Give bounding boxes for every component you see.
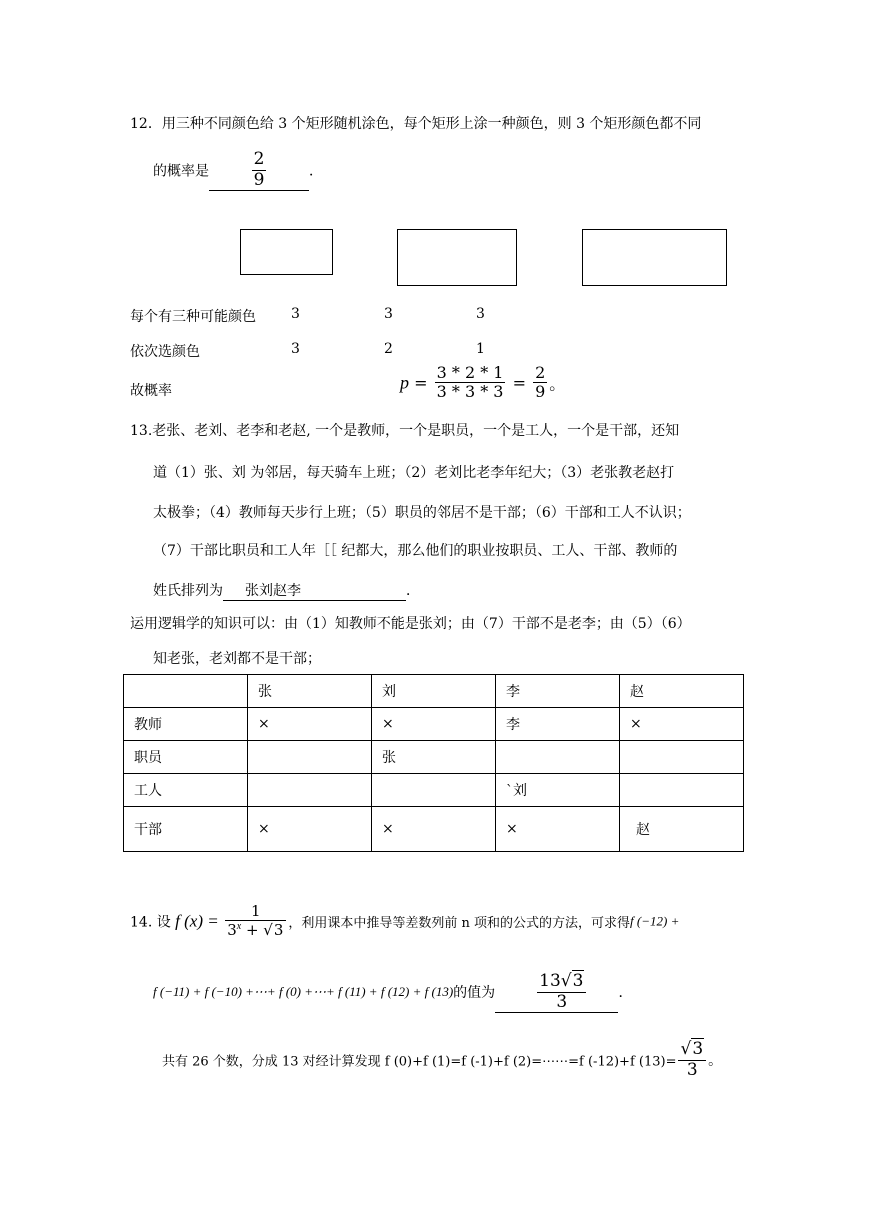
- q14-prefix: 14. 设: [130, 914, 171, 931]
- table-cell: 张: [248, 675, 372, 708]
- q12-row2-value: 1: [476, 341, 485, 357]
- q14-ans-coef: 13: [539, 971, 561, 991]
- table-cell: [248, 741, 372, 774]
- table-cell: ×: [372, 708, 496, 741]
- table-cell: 职员: [124, 741, 248, 774]
- q12-answer-fraction: [252, 150, 267, 190]
- sqrt-symbol: √3: [680, 1039, 704, 1059]
- q14-def-num: 1: [225, 903, 286, 921]
- q14-line2: [153, 972, 632, 1013]
- q14-def-root: 3: [273, 921, 284, 940]
- q12-row1-label: 每个有三种可能颜色: [130, 309, 256, 325]
- table-cell: [372, 774, 496, 807]
- q14-definition-fraction: [225, 903, 286, 940]
- q14-answer-num: [537, 972, 586, 993]
- table-cell: [248, 774, 372, 807]
- q12-p-den: 3 * 3 * 3: [436, 382, 504, 402]
- sqrt-symbol: √3: [560, 971, 584, 991]
- q12-p-res-den: 9: [535, 382, 546, 402]
- q13-solution-line1: 运用逻辑学的知识可以：由（1）知教师不能是张刘；由（7）干部不是老李；由（5）（6）: [130, 616, 691, 632]
- q12-answer-blank: [209, 150, 309, 191]
- table-cell: [124, 675, 248, 708]
- table-cell: ×: [620, 708, 744, 741]
- logic-table: [123, 674, 744, 852]
- table-cell: ×: [248, 807, 372, 852]
- q12-p-fraction: [435, 364, 506, 402]
- q12-p-eq2: =: [512, 373, 526, 393]
- q14-answer-blank: [495, 972, 618, 1013]
- q13-answer-blank: [223, 580, 406, 601]
- q14-solution: [162, 1040, 722, 1080]
- q12-row2-value: 2: [384, 341, 393, 357]
- table-cell: [496, 741, 620, 774]
- q12-row1-value: 3: [384, 306, 393, 322]
- q14-line1-tail: f (−12) +: [630, 913, 680, 929]
- q12-p-res-num: 2: [535, 363, 546, 382]
- table-cell: 教师: [124, 708, 248, 741]
- table-cell: 刘: [372, 675, 496, 708]
- q14-answer-den: 3: [556, 991, 568, 1012]
- table-cell: 赵: [620, 675, 744, 708]
- q14-solution-text: 共有 26 个数，分成 13 对经计算发现 f (0)+f (1)=f (-1)+f (2)=⋯⋯=f (-12)+f (13)=: [162, 1054, 677, 1070]
- table-cell: ×: [248, 708, 372, 741]
- table-row: [124, 708, 744, 741]
- q12-line2: [153, 150, 323, 191]
- table-cell: 张: [372, 741, 496, 774]
- q12-row3-label: 故概率: [130, 383, 172, 399]
- q14-sol-num: [678, 1040, 706, 1061]
- q14-sol-root: 3: [692, 1039, 704, 1059]
- q13-answer: 张刘赵李: [245, 583, 301, 599]
- q14-line2-mid: 的值为: [453, 985, 496, 1002]
- table-row: [124, 807, 744, 852]
- q13-line4: （7）干部比职员和工人年［［ 纪都大，那么他们的职业按职员、工人、干部、教师的: [153, 543, 678, 559]
- q12-p-eq: =: [414, 373, 428, 393]
- table-header-row: [124, 675, 744, 708]
- q12-line2-prefix: 的概率是: [153, 163, 209, 180]
- table-row: [124, 774, 744, 807]
- table-cell: `刘: [496, 774, 620, 807]
- q12-p-var: p: [400, 372, 409, 393]
- q12-row1-value: 3: [476, 306, 485, 322]
- q12-line2-suffix: ．: [309, 163, 323, 180]
- sqrt-symbol: √3: [263, 921, 284, 940]
- q14-def-base: 3: [227, 921, 237, 940]
- q14-answer-fraction: [537, 972, 586, 1012]
- q13-line5-prefix: 姓氏排列为: [153, 583, 223, 599]
- table-cell: [620, 774, 744, 807]
- q14-solution-end: 。: [708, 1053, 723, 1070]
- q14-fx: f (x) =: [175, 911, 219, 931]
- table-cell: 李: [496, 708, 620, 741]
- q14-line1: [130, 903, 679, 940]
- table-row: [124, 741, 744, 774]
- table-cell: ×: [496, 807, 620, 852]
- table-cell: [620, 741, 744, 774]
- table-cell: 李: [496, 675, 620, 708]
- q12-answer-num: 2: [253, 149, 265, 169]
- q12-row2-value: 3: [291, 341, 300, 357]
- table-cell: 干部: [124, 807, 248, 852]
- q12-p-end: 。: [549, 374, 566, 394]
- q12-probability-formula: [400, 364, 565, 402]
- q13-line3: 太极拳；（4）教师每天步行上班；（5）职员的邻居不是干部；（6）干部和工人不认识；: [153, 505, 691, 521]
- table-cell: 工人: [124, 774, 248, 807]
- q12-row2-label: 依次选颜色: [130, 344, 200, 360]
- q14-line2-sum: f (−11) + f (−10) +⋯+ f (0) +⋯+ f (11) + f (12) + f (13): [153, 984, 454, 1000]
- q13-solution-line2: 知老张，老刘都不是干部；: [153, 651, 321, 667]
- rectangle-2: [397, 229, 517, 286]
- q12-row1-value: 3: [291, 306, 300, 322]
- rectangle-1: [240, 229, 333, 275]
- q14-solution-fraction: [678, 1040, 706, 1080]
- q14-def-den: [225, 921, 286, 939]
- q14-line1-suffix: ，利用课本中推导等差数列前 n 项和的公式的方法，可求得: [288, 915, 631, 931]
- rectangle-3: [582, 229, 727, 286]
- q13-line5-suffix: ．: [406, 583, 420, 599]
- q14-def-exp: x: [236, 921, 242, 933]
- table-cell: ×: [372, 807, 496, 852]
- q14-line2-end: ．: [618, 985, 633, 1002]
- q13-line1: 13.老张、老刘、老李和老赵, 一个是教师，一个是职员，一个是工人，一个是干部，还知: [130, 423, 680, 439]
- table-cell: 赵: [620, 807, 744, 852]
- q14-sol-den: 3: [686, 1059, 698, 1080]
- q14-def-plus: +: [241, 921, 264, 940]
- q12-line1: 12．用三种不同颜色给 3 个矩形随机涂色，每个矩形上涂一种颜色，则 3 个矩形颜色都不同: [130, 116, 702, 132]
- q14-ans-root: 3: [572, 971, 584, 991]
- q13-line5: [153, 580, 420, 601]
- q13-line2: 道（1）张、刘 为邻居，每天骑车上班；（2）老刘比老李年纪大；（3）老张教老赵打: [153, 465, 675, 481]
- q12-answer-den: 9: [253, 169, 265, 190]
- q12-p-num: 3 * 2 * 1: [436, 363, 504, 382]
- q12-p-result: [533, 364, 547, 402]
